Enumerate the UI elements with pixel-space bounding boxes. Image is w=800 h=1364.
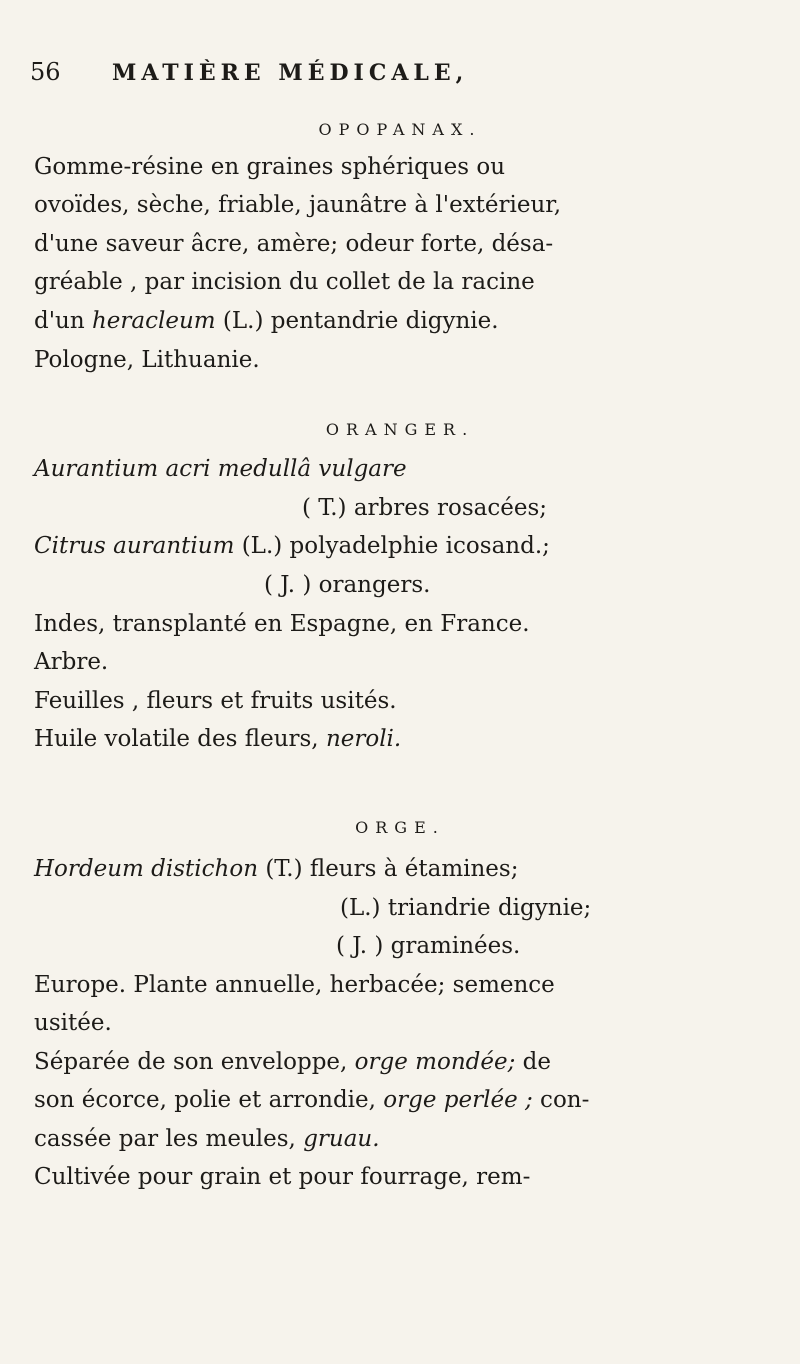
oranger-text-line (34, 458, 407, 481)
text-run: Séparée de son enveloppe, (34, 1049, 355, 1075)
text-run: de (515, 1049, 551, 1075)
opopanax-text-line: Gomme-résine en graines sphériques ou (34, 154, 506, 180)
italic-term: heracleum (91, 308, 216, 334)
orge-text-line: (L.) triandrie digynie; (340, 895, 592, 921)
text-run: d'un (34, 308, 92, 334)
opopanax-text-line: d'une saveur âcre, amère; odeur forte, désa- (34, 231, 554, 257)
section-title-oranger: ORANGER. (325, 420, 475, 439)
orge-text-line: usitée. (34, 1010, 112, 1036)
italic-term: orge mondée; (354, 1049, 516, 1075)
italic-term: orge perlée ; (383, 1087, 533, 1113)
opopanax-text-line: Pologne, Lithuanie. (34, 347, 260, 373)
page-header (30, 58, 770, 98)
text-run: (L.) polyadelphie icosand.; (234, 533, 550, 559)
oranger-text-line: Indes, transplanté en Espagne, en France. (34, 611, 530, 637)
orge-text-line: Cultivée pour grain et pour fourrage, rem- (34, 1164, 531, 1190)
italic-term: Citrus aurantium (34, 533, 235, 559)
text-run: (T.) fleurs à étamines; (258, 856, 519, 882)
italic-term: gruau. (303, 1126, 380, 1152)
page-number: 56 (30, 58, 61, 86)
oranger-text-line: ( J. ) orangers. (264, 572, 431, 598)
orge-text-line (34, 1051, 551, 1074)
text-run: cassée par les meules, (34, 1126, 304, 1152)
running-title: MATIÈRE MÉDICALE, (112, 60, 469, 86)
text-run: con- (532, 1087, 590, 1113)
orge-text-line: ( J. ) graminées. (336, 933, 521, 959)
opopanax-text-line: gréable , par incision du collet de la racine (34, 269, 535, 295)
oranger-text-line: Arbre. (34, 649, 109, 675)
orge-text-line (34, 858, 518, 881)
text-run: Huile volatile des fleurs, (34, 726, 326, 752)
oranger-text-line (34, 535, 550, 558)
oranger-text-line (34, 728, 401, 751)
oranger-text-line: Feuilles , fleurs et fruits usités. (34, 688, 397, 714)
opopanax-text-line: ovoïdes, sèche, friable, jaunâtre à l'extérieur, (34, 192, 562, 218)
orge-text-line: Europe. Plante annuelle, herbacée; semence (34, 972, 555, 998)
section-title-orge: ORGE. (355, 818, 445, 837)
italic-term: Hordeum distichon (34, 856, 259, 882)
orge-text-line (34, 1128, 380, 1151)
section-title-opopanax: OPOPANAX. (318, 120, 482, 139)
italic-term: Aurantium acri medullâ vulgare (34, 456, 407, 482)
opopanax-text-line (34, 310, 499, 333)
italic-term: neroli. (325, 726, 402, 752)
oranger-text-line: ( T.) arbres rosacées; (302, 495, 548, 521)
orge-text-line (34, 1089, 589, 1112)
text-run: son écorce, polie et arrondie, (34, 1087, 384, 1113)
text-run: (L.) pentandrie digynie. (215, 308, 499, 334)
